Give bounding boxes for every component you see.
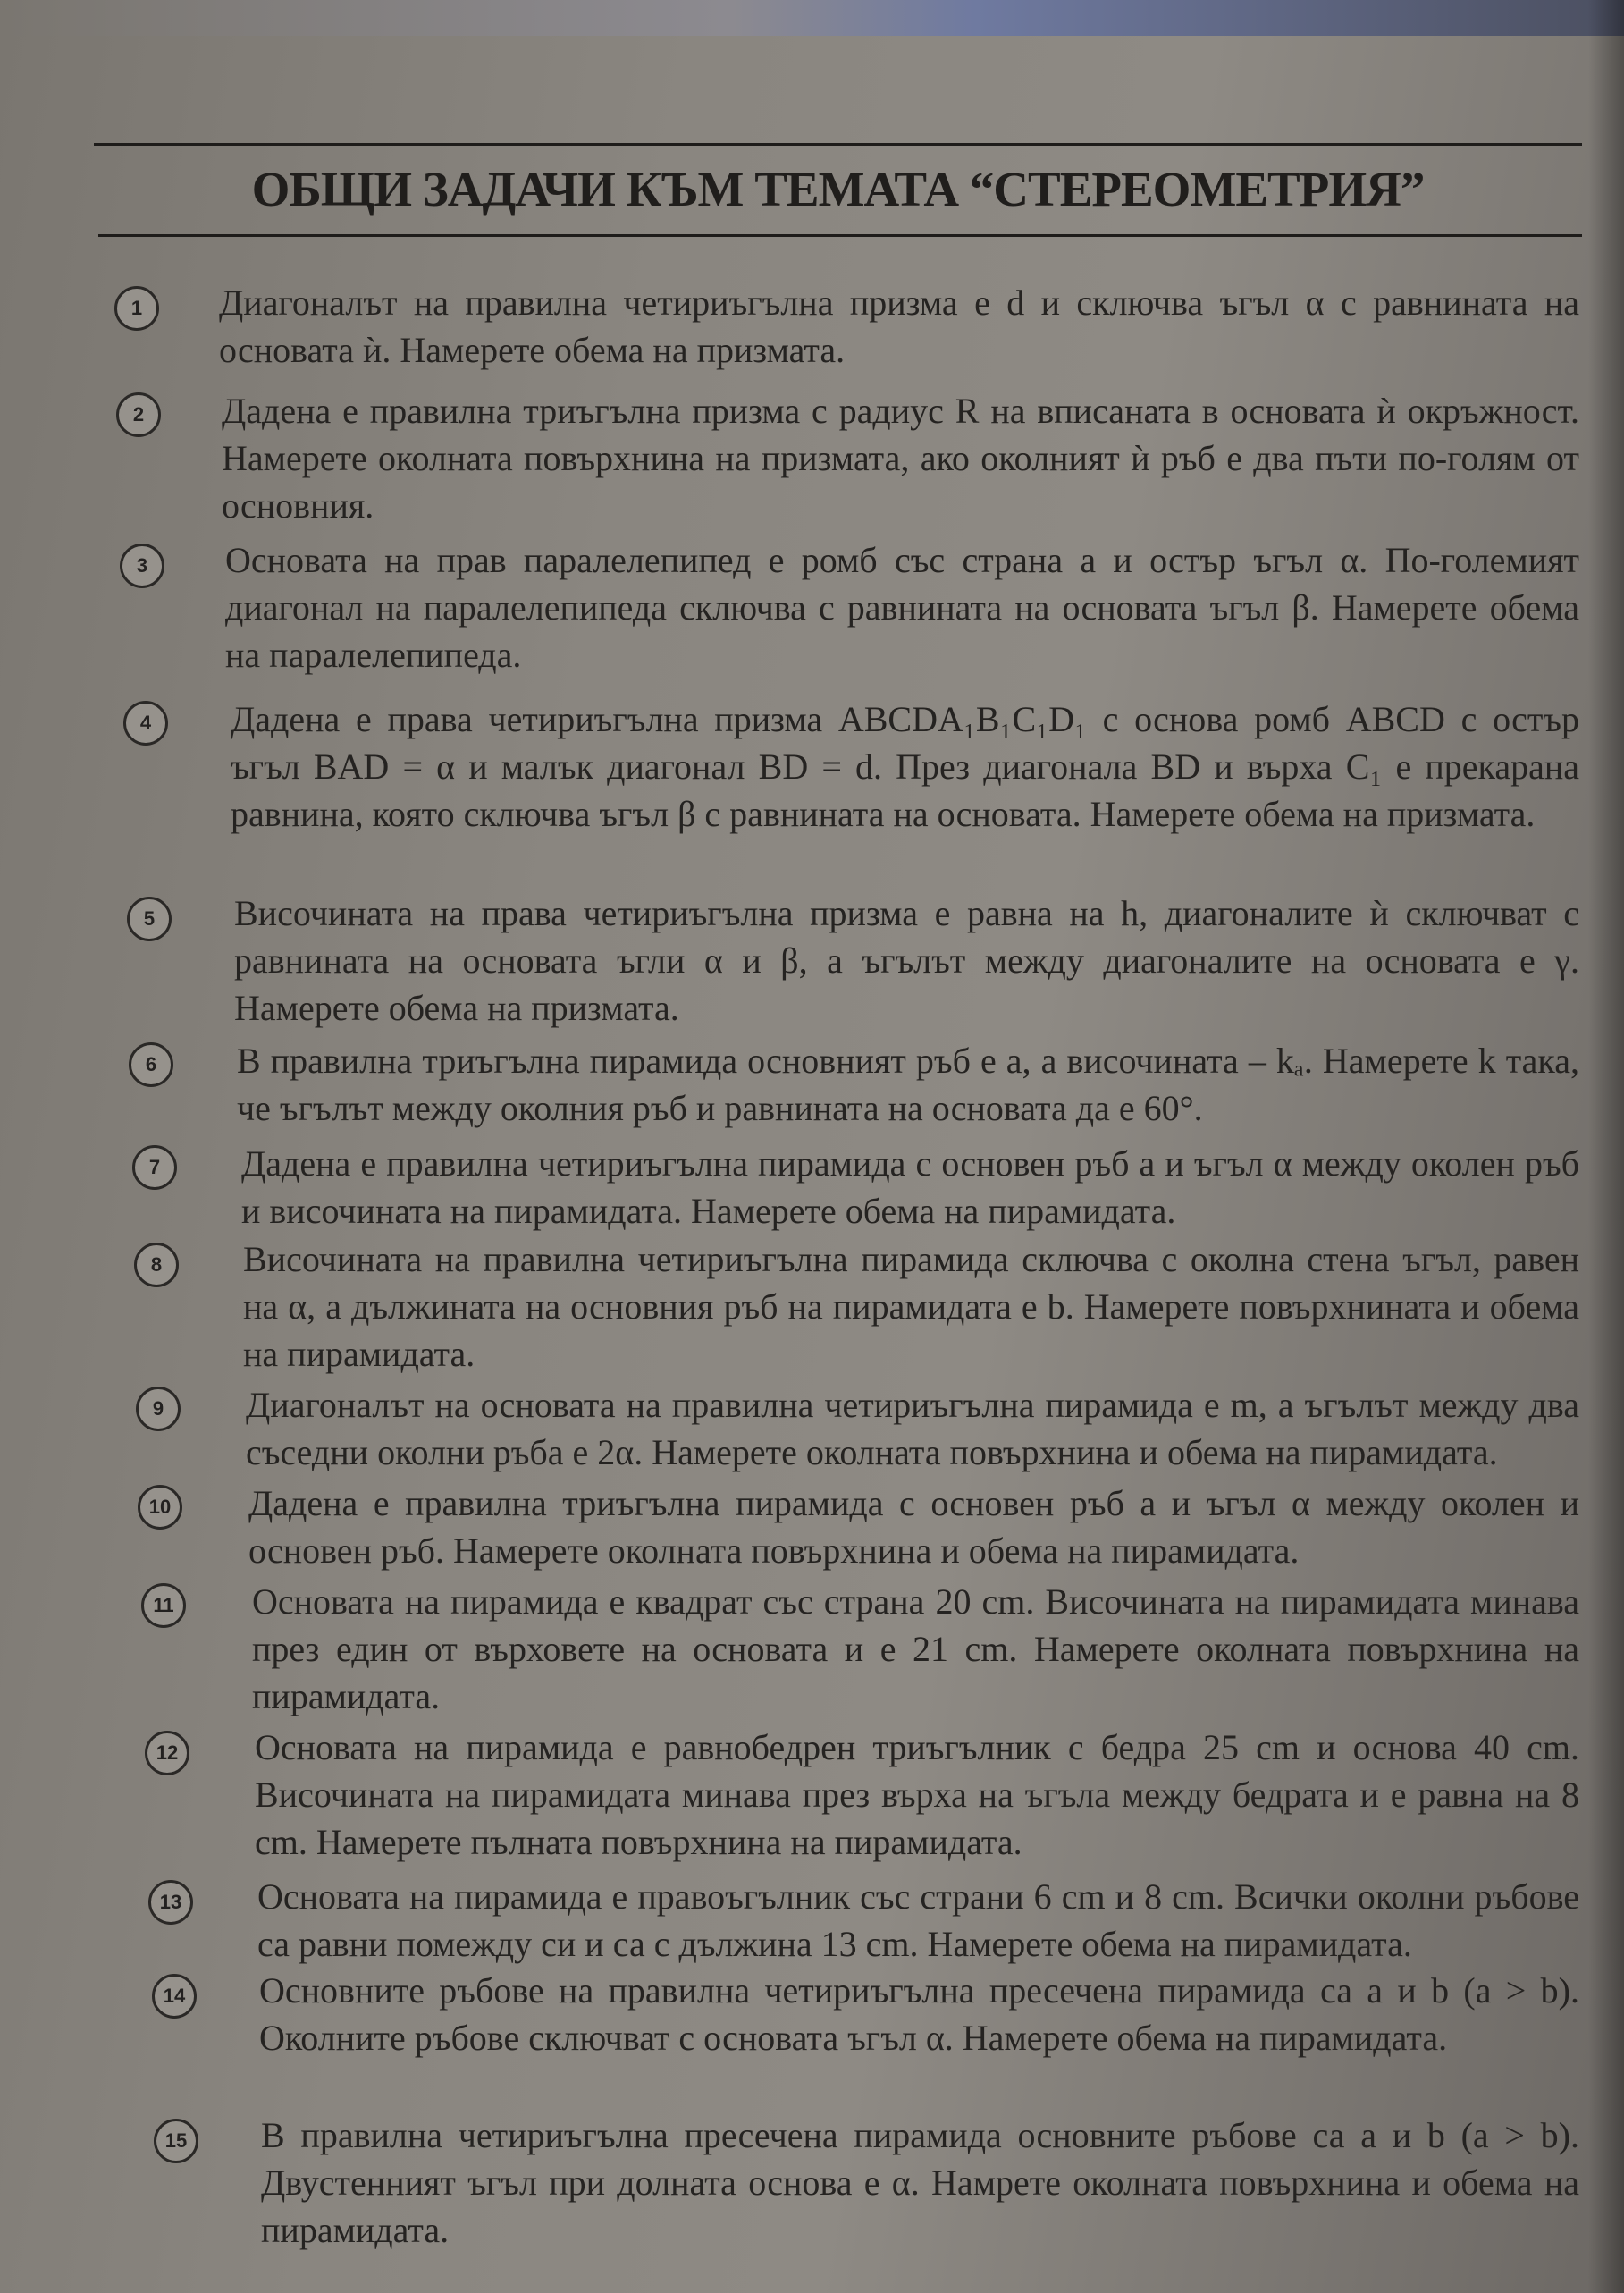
task-text: В правилна четириъгълна пресечена пирамида основните ръбове са a и b (a > b). Двустенният ъгъл при долната основа е α. Намрете околната повърхнина и обема на пирамидата. [261, 2115, 1579, 2250]
heading-bottom-rule [98, 234, 1582, 237]
task-number-badge: 9 [136, 1387, 181, 1431]
task-text: Дадена е правилна триъгълна призма с радиус R на вписаната в основата ѝ окръжност. Намерете околната повърхнина на призмата, ако околният ѝ ръб е два пъти по-голям от основния. [222, 391, 1579, 526]
task-number-badge: 1 [114, 286, 159, 331]
task-number-badge: 15 [154, 2119, 198, 2163]
task-number-badge: 11 [141, 1583, 186, 1628]
task-number-badge: 8 [134, 1243, 179, 1287]
task-text: Височината на правилна четириъгълна пирамида сключва с околна стена ъгъл, равен на α, а дължината на основния ръб на пирамидата е b. Намерете повърхнината и обема на пирамидата. [243, 1239, 1579, 1374]
task-text: Основата на пирамида е равнобедрен триъгълник с бедра 25 cm и основа 40 cm. Височината на пирамидата минава през върха на ъгъла между бедрата и е равна на 8 cm. Намерете пълната повърхнина на пирамидата. [255, 1727, 1579, 1862]
page-edge-shadow [1588, 0, 1624, 2293]
task-number-badge: 7 [132, 1145, 177, 1190]
task-text: Височината на права четириъгълна призма е равна на h, диагоналите ѝ сключват с равнината на основата ъгли α и β, а ъгълът между диагоналите на основата е γ. Намерете обема на призмата. [234, 893, 1579, 1028]
task-text: Диагоналът на правилна четириъгълна призма е d и сключва ъгъл α с равнината на основата ѝ. Намерете обема на призмата. [219, 282, 1579, 370]
task-text: Основата на пирамида е квадрат със страна 20 cm. Височината на пирамидата минава през един от върховете на основата и е 21 cm. Намерете околната повърхнина на пирамидата. [252, 1581, 1579, 1716]
task-text: В правилна триъгълна пирамида основният ръб е a, а височината – kₐ. Намерете k така, че ъгълът между околния ръб и равнината на основата да е 60°. [237, 1041, 1580, 1128]
task-number-badge: 3 [120, 544, 164, 588]
task-number-badge: 4 [123, 701, 168, 746]
page-top-shadow [0, 0, 1624, 36]
task-text: Дадена е права четириъгълна призма ABCDA₁B₁C₁D₁ с основа ромб ABCD с остър ъгъл BAD = α и малък диагонал BD = d. През диагонала BD и върха C₁ е прекарана равнина, която сключва ъгъл β с равнината на основата. Намерете обема на призмата. [231, 699, 1579, 834]
task-text: Дадена е правилна четириъгълна пирамида с основен ръб a и ъгъл α между околен ръб и височината на пирамидата. Намерете обема на пирамидата. [241, 1143, 1579, 1231]
task-number-badge: 14 [152, 1974, 197, 2019]
task-number-badge: 2 [116, 392, 161, 437]
heading-top-rule [94, 143, 1582, 146]
task-text: Основата на пирамида е правоъгълник със страни 6 cm и 8 cm. Всички околни ръбове са равни помежду си и са с дължина 13 cm. Намерете обема на пирамидата. [257, 1876, 1579, 1964]
task-number-badge: 6 [129, 1042, 173, 1087]
page-heading: ОБЩИ ЗАДАЧИ КЪМ ТЕМАТА “СТЕРЕОМЕТРИЯ” [251, 162, 1425, 216]
task-text: Дадена е правилна триъгълна пирамида с основен ръб a и ъгъл α между околен и основен ръб. Намерете околната повърхнина и обема на пирамидата. [248, 1483, 1579, 1571]
task-number-badge: 10 [138, 1485, 182, 1530]
task-number-badge: 12 [145, 1731, 189, 1775]
task-number-badge: 5 [127, 897, 172, 941]
task-text: Основните ръбове на правилна четириъгълна пресечена пирамида са a и b (a > b). Околните ръбове сключват с основата ъгъл α. Намерете обема на пирамидата. [259, 1970, 1579, 2058]
task-text: Основата на прав паралелепипед е ромб със страна a и остър ъгъл α. По-големият диагонал на паралелепипеда сключва с равнината на основата ъгъл β. Намерете обема на паралелепипеда. [225, 540, 1579, 675]
task-text: Диагоналът на основата на правилна четириъгълна пирамида е m, а ъгълът между два съседни околни ръба е 2α. Намерете околната повърхнина и обема на пирамидата. [246, 1385, 1579, 1472]
task-number-badge: 13 [148, 1880, 193, 1925]
